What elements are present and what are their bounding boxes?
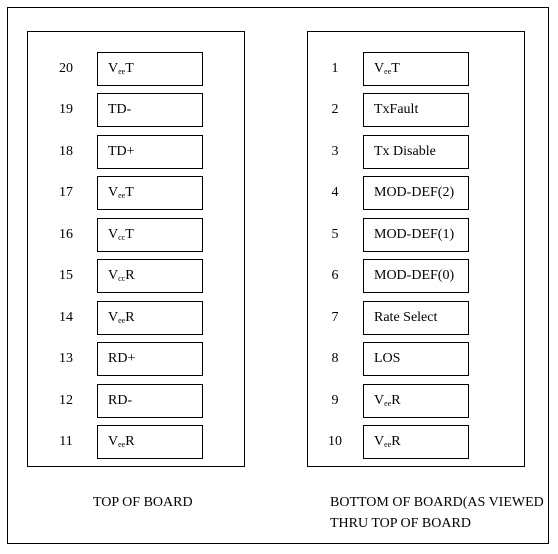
pin-row (308, 425, 524, 459)
pin-label: RD- (97, 384, 203, 418)
pin-label: TxFault (363, 93, 469, 127)
pin-row (308, 342, 524, 376)
pin-label: $V_{cc}T$ (97, 218, 203, 252)
pin-row (28, 93, 244, 127)
pin-number: 2 (331, 102, 339, 117)
pin-number: 12 (59, 393, 73, 408)
pin-row (308, 52, 524, 86)
pin-number: 7 (331, 310, 339, 325)
pin-label: MOD-DEF(1) (363, 218, 469, 252)
pin-row (28, 342, 244, 376)
pin-label: TD+ (97, 135, 203, 169)
pin-number: 20 (59, 61, 73, 76)
pin-number: 6 (331, 268, 339, 283)
pin-label: MOD-DEF(0) (363, 259, 469, 293)
pin-row (28, 384, 244, 418)
pin-label: Tx Disable (363, 135, 469, 169)
caption-line: BOTTOM OF BOARD(AS VIEWED (330, 495, 544, 510)
pin-label: $V_{ee}T$ (97, 176, 203, 210)
bottom-of-board-panel (307, 31, 525, 467)
pin-number: 18 (59, 144, 73, 159)
pin-label: $V_{ee}R$ (363, 425, 469, 459)
pin-number: 17 (59, 185, 73, 200)
pin-label: $V_{ee}T$ (97, 52, 203, 86)
pin-number: 15 (59, 268, 73, 283)
pin-number: 1 (331, 61, 339, 76)
pin-row (28, 259, 244, 293)
pin-number: 11 (59, 434, 73, 449)
pin-number: 4 (331, 185, 339, 200)
pin-number: 5 (331, 227, 339, 242)
pin-row (308, 135, 524, 169)
pin-row (308, 301, 524, 335)
pin-label: $V_{cc}R$ (97, 259, 203, 293)
pin-number: 8 (331, 351, 339, 366)
pin-number: 14 (59, 310, 73, 325)
pin-label: $V_{ee}R$ (363, 384, 469, 418)
pin-label: TD- (97, 93, 203, 127)
pin-label: LOS (363, 342, 469, 376)
pin-row (308, 218, 524, 252)
pin-label: $V_{ee}T$ (363, 52, 469, 86)
pin-row (308, 384, 524, 418)
pin-row (308, 176, 524, 210)
pin-label: MOD-DEF(2) (363, 176, 469, 210)
pin-row (28, 218, 244, 252)
pin-row (28, 301, 244, 335)
pin-row (28, 425, 244, 459)
pin-number: 10 (328, 434, 342, 449)
pin-number: 13 (59, 351, 73, 366)
pin-label: RD+ (97, 342, 203, 376)
pin-label: Rate Select (363, 301, 469, 335)
pin-number: 19 (59, 102, 73, 117)
top-of-board-caption: TOP OF BOARD (93, 495, 193, 510)
bottom-of-board-caption (330, 492, 544, 534)
pin-number: 16 (59, 227, 73, 242)
pin-label: $V_{ee}R$ (97, 301, 203, 335)
pin-row (308, 93, 524, 127)
pin-row (28, 52, 244, 86)
caption-line: THRU TOP OF BOARD (330, 516, 471, 531)
pin-label: $V_{ee}R$ (97, 425, 203, 459)
pin-row (308, 259, 524, 293)
pin-row (28, 135, 244, 169)
top-of-board-panel (27, 31, 245, 467)
pin-number: 9 (331, 393, 339, 408)
pin-number: 3 (331, 144, 339, 159)
pin-row (28, 176, 244, 210)
